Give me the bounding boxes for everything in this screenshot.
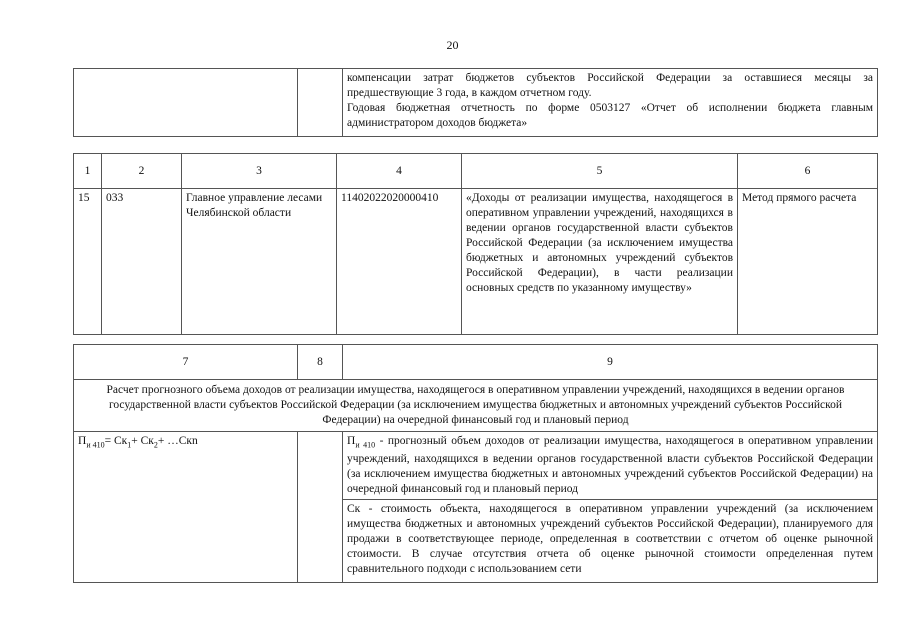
reporting-text-b: Годовая бюджетная отчетность по форме 0503127 «Отчет об исполнении бюджета главным администратором доходов бюджета»: [347, 102, 873, 129]
table-header-row: [74, 154, 878, 189]
table-row: [74, 380, 878, 432]
formula-description-1: $П_{и 410}$ - прогнозный объем доходов от реализации имущества, находящегося в оперативном управлении учреждений, находящихся в ведении органов государственной власти субъектов Российской Федерации (за исключением имущества бюджетных и автономных учреждений субъектов Российской Федерации) на очередной финансовый год и плановый период: [343, 432, 878, 500]
calculation-title: Расчет прогнозного объема доходов от реализации имущества, находящегося в оперативном управлении учреждений, находящихся в ведении органов государственной власти субъектов Российской Федерации (за исключением имущества бюджетных и автономных учреждений субъектов Российской Федерации) на очередной финансовый год и плановый период: [74, 380, 878, 432]
column-header: 8: [298, 345, 343, 380]
column-header: 7: [74, 345, 298, 380]
table-row: [74, 69, 878, 137]
admin-code-cell: 033: [102, 189, 182, 335]
administrator-name-cell: Главное управление лесами Челябинской области: [182, 189, 337, 335]
table-row: [74, 189, 878, 335]
kbk-code-cell: 11402022020000410: [337, 189, 462, 335]
continuation-table: [73, 68, 878, 137]
page-number: 20: [446, 38, 459, 52]
empty-cell: [298, 69, 343, 137]
table-row: [74, 432, 878, 500]
row-number-cell: 15: [74, 189, 102, 335]
method-cell: Метод прямого расчета: [738, 189, 878, 335]
empty-cell: [74, 69, 298, 137]
column-header: 5: [462, 154, 738, 189]
reporting-text-a: компенсации затрат бюджетов субъектов Российской Федерации за оставшиеся месяцы за предшествующие 3 года, в каждом отчетном году.: [347, 72, 873, 99]
income-source-table: [73, 153, 878, 335]
column-header: 3: [182, 154, 337, 189]
income-name-cell: «Доходы от реализации имущества, находящегося в оперативном управлении учреждений, находящихся в ведении органов государственной власти субъектов Российской Федерации (за исключением имущества бюджетных и автономных учреждений субъектов Российской Федерации), в части реализации основных средств по указанному имуществу»: [462, 189, 738, 335]
column-header: 4: [337, 154, 462, 189]
column-header: 2: [102, 154, 182, 189]
table-header-row: [74, 345, 878, 380]
empty-cell: [298, 432, 343, 583]
formula-cell: $П_{и 410}= Ск_1+ Ск_2+$ …Скn: [74, 432, 298, 583]
column-header: 9: [343, 345, 878, 380]
column-header: 6: [738, 154, 878, 189]
column-header: 1: [74, 154, 102, 189]
reporting-text-cell: [343, 69, 878, 137]
calculation-table: [73, 344, 878, 583]
formula-description-2: Ск - стоимость объекта, находящегося в оперативном управлении учреждений (за исключением имущества бюджетных и автономных учреждений субъектов Российской Федерации), планируемого для продажи в соответствующее периоде, определенная в соответствии с отчетом об оценке рыночной стоимости. В случае отсутствия отчета об оценке рыночной стоимости определенная путем сравнительного подходи с использованием сети: [343, 500, 878, 583]
